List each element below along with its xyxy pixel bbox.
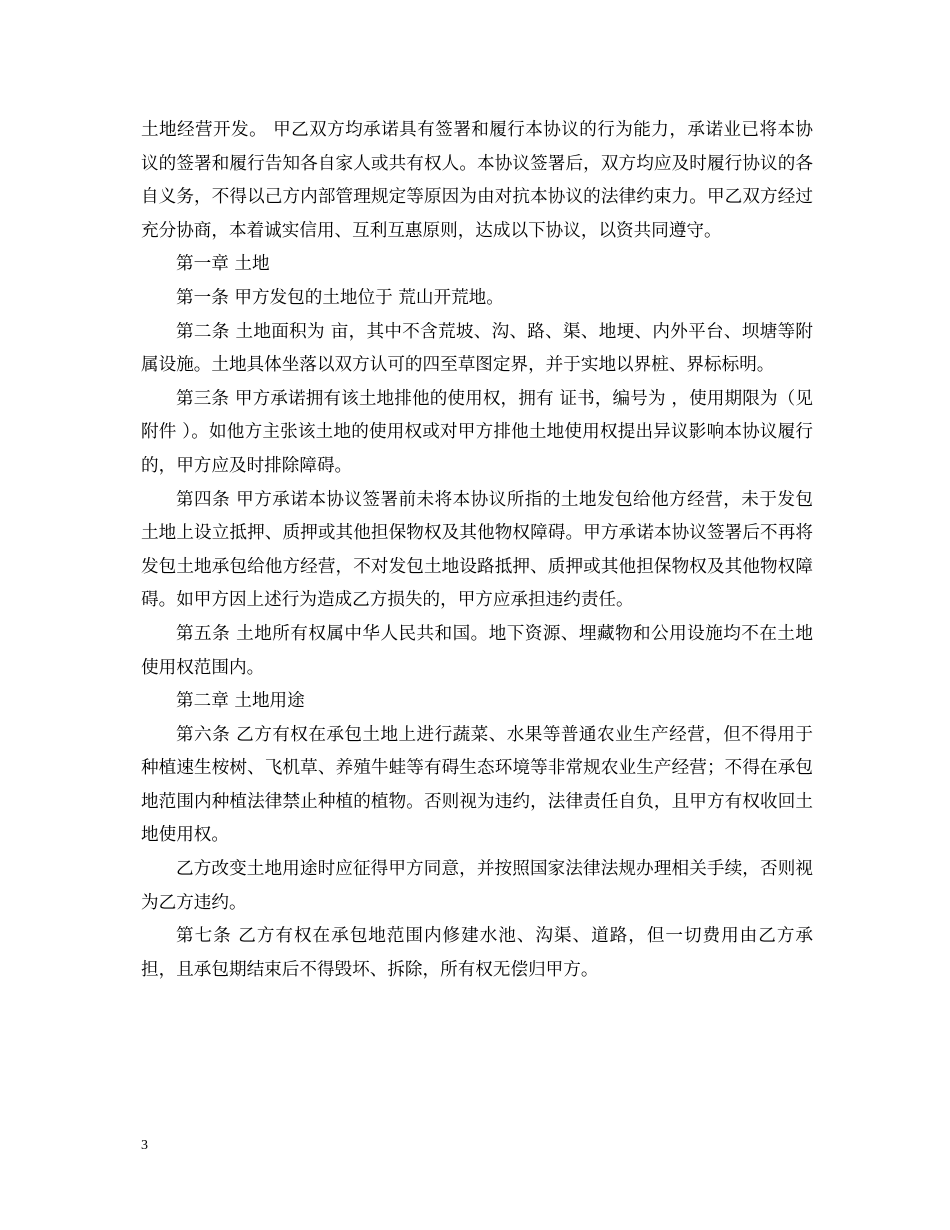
article-3: 第三条 甲方承诺拥有该土地排他的使用权，拥有 证书，编号为 ，使用期限为（见附件 ）。如他方主张该土地的使用权或对甲方排他土地使用权提出异议影响本协议履行的，甲方应及时排除障碍。 [141, 388, 813, 476]
article-6-paragraph-2: 乙方改变土地用途时应征得甲方同意，并按照国家法律法规办理相关手续，否则视为乙方违约。 [141, 859, 813, 913]
article-7: 第七条 乙方有权在承包地范围内修建水池、沟渠、道路，但一切费用由乙方承担，且承包期结束后不得毁坏、拆除，所有权无偿归甲方。 [141, 926, 813, 980]
article-2: 第二条 土地面积为 亩，其中不含荒坡、沟、路、渠、地埂、内外平台、坝塘等附属设施。土地具体坐落以双方认可的四至草图定界，并于实地以界桩、界标标明。 [141, 321, 813, 376]
paragraph-preamble-continuation: 土地经营开发。 甲乙双方均承诺具有签署和履行本协议的行为能力，承诺业已将本协议的签署和履行告知各自家人或共有权人。本协议签署后，双方均应及时履行协议的各自义务，不得以己方内部管理规定等原因为由对抗本协议的法律约束力。甲乙双方经过充分协商，本着诚实信用、互利互惠原则，达成以下协议，以资共同遵守。 [141, 120, 813, 241]
page-number: 3 [141, 1138, 148, 1153]
document-body [141, 114, 813, 987]
chapter-1-heading: 第一章 土地 [176, 254, 270, 275]
article-5: 第五条 土地所有权属中华人民共和国。地下资源、埋藏物和公用设施均不在土地使用权范围内。 [141, 623, 813, 678]
article-1: 第一条 甲方发包的土地位于 荒山开荒地。 [176, 287, 504, 308]
article-4: 第四条 甲方承诺本协议签署前未将本协议所指的土地发包给他方经营，未于发包土地上设立抵押、质押或其他担保物权及其他物权障碍。甲方承诺本协议签署后不再将发包土地承包给他方经营，不对发包土地设路抵押、质押或其他担保物权及其他物权障碍。如甲方因上述行为造成乙方损失的，甲方应承担违约责任。 [141, 489, 813, 611]
article-6: 第六条 乙方有权在承包土地上进行蔬菜、水果等普通农业生产经营，但不得用于种植速生桉树、飞机草、养殖牛蛙等有碍生态环境等非常规农业生产经营；不得在承包地范围内种植法律禁止种植的植物。否则视为违约，法律责任自负，且甲方有权收回土地使用权。 [141, 724, 813, 846]
chapter-2-heading: 第二章 土地用途 [176, 691, 305, 712]
